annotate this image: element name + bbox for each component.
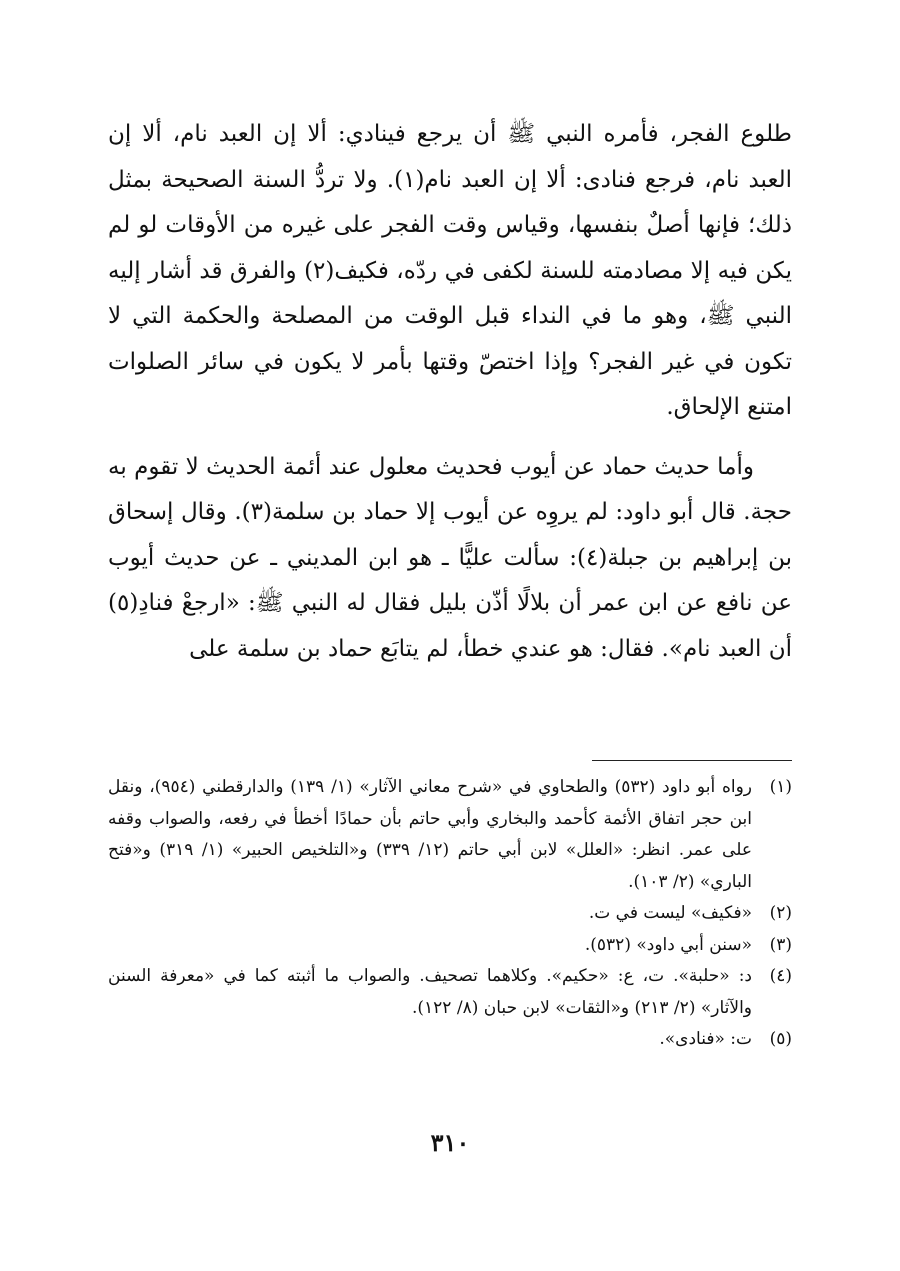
footnote-text: ت: «فنادى». — [659, 1029, 752, 1049]
footnote-3 — [108, 930, 792, 962]
footnote-4 — [108, 961, 792, 1024]
footnote-number: (٣) — [769, 934, 792, 955]
main-paragraph-2: وأما حديث حماد عن أيوب فحديث معلول عند أئمة الحديث لا تقوم به حجة. قال أبو داود: لم يروِه عن أيوب إلا حماد بن سلمة(٣). وقال إسحاق بن إبراهيم بن جبلة(٤): سألت عليًّا ـ هو ابن المديني ـ عن حديث أيوب عن نافع عن ابن عمر أن بلالًا أذّن بليل فقال له النبي ﷺ: «ارجعْ فنادِ(٥) أن العبد نام». فقال: هو عندي خطأ، لم يتابَع حماد بن سلمة على — [108, 453, 792, 662]
footnote-1 — [108, 772, 792, 898]
footnote-number: (٤) — [769, 966, 792, 986]
footnote-text: «سنن أبي داود» (٥٣٢). — [584, 934, 752, 955]
footnote-2 — [108, 898, 792, 930]
main-text-block — [108, 112, 792, 672]
footnote-text: «فكيف» ليست في ت. — [588, 903, 752, 923]
footnote-separator — [592, 760, 792, 761]
page-number: ٣١٠ — [430, 1128, 470, 1157]
footnote-number: (٥) — [769, 1029, 792, 1049]
footnote-text: د: «حلبة». ت، ع: «حكيم». وكلاهما تصحيف. والصواب ما أثبته كما في «معرفة السنن والآثار» (٢/ ٢١٣) و«الثقات» لابن حبان (٨/ ١٢٢). — [108, 966, 752, 1018]
footnote-5 — [108, 1024, 792, 1056]
footnote-number: (١) — [769, 777, 792, 797]
footnotes-section — [108, 772, 792, 1056]
footnote-number: (٢) — [769, 903, 792, 923]
main-paragraph-1: طلوع الفجر، فأمره النبي ﷺ أن يرجع فينادي: ألا إن العبد نام، ألا إن العبد نام، فرجع فنادى: ألا إن العبد نام(١). ولا تردُّ السنة الصحيحة بمثل ذلك؛ فإنها أصلٌ بنفسها، وقياس وقت الفجر على غيره من الأوقات لو لم يكن فيه إلا مصادمته للسنة لكفى في ردّه، فكيف(٢) والفرق قد أشار إليه النبي ﷺ، وهو ما في النداء قبل الوقت من المصلحة والحكمة التي لا تكون في غير الفجر؟ وإذا اختصّ وقتها بأمر لا يكون في سائر الصلوات امتنع الإلحاق. — [108, 121, 792, 420]
footnote-text: رواه أبو داود (٥٣٢) والطحاوي في «شرح معاني الآثار» (١/ ١٣٩) والدارقطني (٩٥٤)، ونقل ابن حجر اتفاق الأئمة كأحمد والبخاري وأبي حاتم بأن حمادًا أخطأ في رفعه، والصواب وقفه على عمر. انظر: «العلل» لابن أبي حاتم (١٢/ ٣٣٩) و«التلخيص الحبير» (١/ ٣١٩) و«فتح الباري» (٢/ ١٠٣). — [108, 777, 752, 892]
